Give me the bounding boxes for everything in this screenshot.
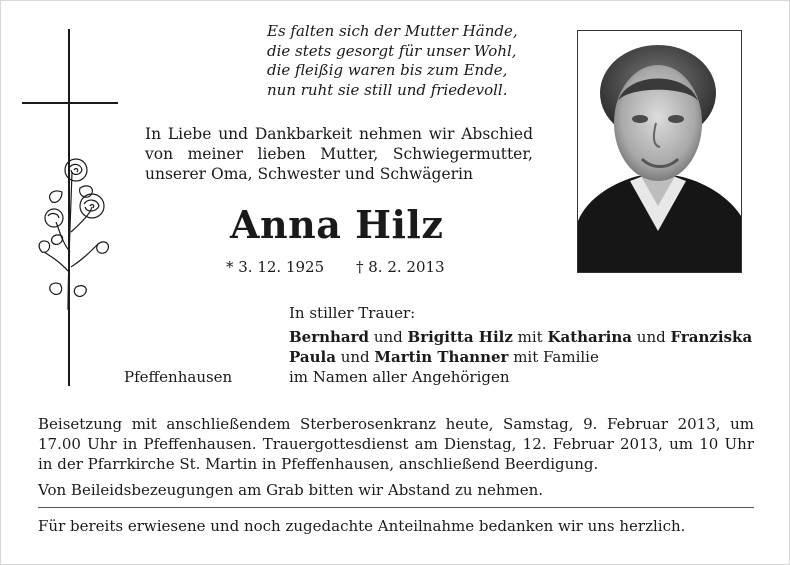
divider xyxy=(38,507,754,508)
mourner-connector: und xyxy=(335,348,375,366)
mourner-name: Paula xyxy=(289,348,336,366)
mourners-line: im Namen aller Angehörigen xyxy=(289,368,510,386)
mourner-connector: und xyxy=(369,328,408,346)
portrait-image xyxy=(578,31,741,272)
mourner-connector: mit Familie xyxy=(508,348,599,366)
mourner-name: Franziska xyxy=(670,328,753,346)
intro-line: unserer Oma, Schwester und Schwägerin xyxy=(145,165,473,183)
cross-bar xyxy=(22,102,118,104)
mourner-connector: und xyxy=(632,328,671,346)
mourner-connector: mit xyxy=(512,328,548,346)
mourners-line xyxy=(289,327,759,347)
mourner-name: Brigitta Hilz xyxy=(407,328,513,346)
mourners-list xyxy=(289,327,759,387)
poem-line: Es falten sich der Mutter Hände, xyxy=(267,22,518,40)
poem-line: die fleißig waren bis zum Ende, xyxy=(267,61,508,79)
funeral-line: Beisetzung mit anschließendem Sterberosenkranz heute, Samstag, 9. Februar 2013, um xyxy=(38,415,754,433)
thanks-note: Für bereits erwiesene und noch zugedachte Anteilnahme bedanken wir uns herzlich. xyxy=(38,517,686,535)
place-name: Pfeffenhausen xyxy=(124,368,233,386)
poem-line: nun ruht sie still und friedevoll. xyxy=(267,80,508,99)
mourner-name: Martin Thanner xyxy=(374,348,509,366)
intro-text xyxy=(145,124,533,184)
condolence-note: Von Beileidsbezeugungen am Grab bitten wir Abstand zu nehmen. xyxy=(38,481,544,499)
deceased-name: Anna Hilz xyxy=(230,202,444,247)
poem-line: die stets gesorgt für unser Wohl, xyxy=(267,41,517,60)
mourners-line xyxy=(289,347,759,367)
rose-icon xyxy=(32,152,114,312)
funeral-line: 17.00 Uhr in Pfeffenhausen. Trauergottesdienst am Dienstag, 12. Februar 2013, um 10 Uhr xyxy=(38,435,754,453)
portrait-photo xyxy=(577,30,742,273)
intro-line: In Liebe und Dankbarkeit nehmen wir Abschied xyxy=(145,125,533,143)
death-date: † 8. 2. 2013 xyxy=(356,258,445,276)
mourner-name: Bernhard xyxy=(289,328,370,346)
funeral-line: in der Pfarrkirche St. Martin in Pfeffenhausen, anschließend Beerdigung. xyxy=(38,455,599,473)
funeral-details xyxy=(38,414,754,474)
intro-line: von meiner lieben Mutter, Schwiegermutter, xyxy=(145,145,533,163)
mourners-title: In stiller Trauer: xyxy=(289,304,416,322)
mourner-name: Katharina xyxy=(547,328,633,346)
poem xyxy=(267,22,537,100)
birth-date: * 3. 12. 1925 xyxy=(226,258,325,276)
